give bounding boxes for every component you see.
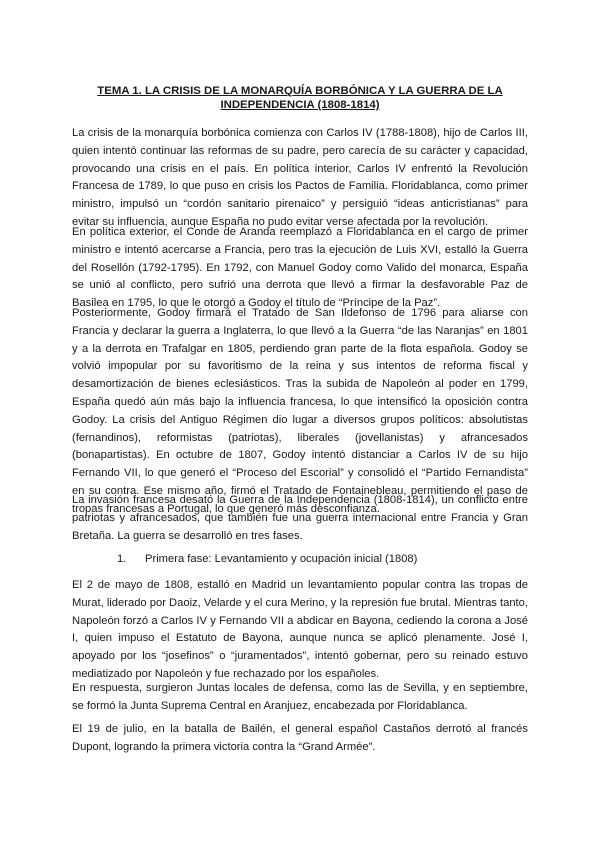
list-number: 1.: [117, 553, 127, 565]
paragraph-6: En respuesta, surgieron Juntas locales de defensa, como las de Sevilla, y en septiembre, se formó la Junta Suprema Central en Aranjuez, encabezada por Floridablanca.: [72, 682, 528, 712]
document-title: TEMA 1. LA CRISIS DE LA MONARQUÍA BORBÓNICA Y LA GUERRA DE LA INDEPENDENCIA (1808-1814): [97, 85, 503, 111]
paragraph-5: El 2 de mayo de 1808, estalló en Madrid un levantamiento popular contra las tropas de Murat, liderado por Daoiz, Velarde y el cura Merino, y la represión fue brutal. Mientras tanto, Napoleón forzó a Carlos IV y Fernando VII a abdicar en Bayona, cediendo la corona a José I, quien impuso el Estatuto de Bayona, aunque nunca se aplicó plenamente. José I, apoyado por los “josefinos” o “juramentados”, intentó gobernar, pero su reinado estuvo mediatizado por Napoleón y fue rechazado por los españoles.: [72, 579, 528, 680]
paragraph-4: La invasión francesa desató la Guerra de la Independencia (1808-1814), un conflicto entre patriotas y afrancesados, que también fue una guerra internacional entre Francia y Gran Bretaña. La guerra se desarrolló en tres fases.: [72, 494, 528, 542]
paragraph-3: Posteriormente, Godoy firmará el Tratado de San Ildefonso de 1796 para aliarse con Francia y declarar la guerra a Inglaterra, lo que llevó a la Guerra “de las Naranjas” en 1801 y a la derrota en Trafalgar en 1805, perdiendo gran parte de la flota española. Godoy se volvió impopular por su favoritismo de la reina y sus intentos de reforma fiscal y desamortización de bienes eclesiásticos. Tras la subida de Napoleón al poder en 1799, España quedó aún más bajo la influencia francesa, lo que intensificó la oposición contra Godoy. La crisis del Antiguo Régimen dio lugar a diversos grupos políticos: absolutistas (fernandinos), reformistas (patriotas), liberales (jovellanistas) y afrancesados (bonapartistas). En octubre de 1807, Godoy intentó distanciar a Carlos IV de su hijo Fernando VII, lo que generó el “Proceso del Escorial” y consolidó el “Partido Fernandista” en su contra. Ese mismo año, firmó el Tratado de Fontainebleau, permitiendo el paso de tropas francesas a Portugal, lo que generó más desconfianza.: [72, 307, 528, 515]
paragraph-7: El 19 de julio, en la batalla de Bailén, el general español Castaños derrotó al francés Dupont, logrando la primera victoria contra la “Grand Armée”.: [72, 723, 528, 753]
paragraph-2: En política exterior, el Conde de Aranda reemplazó a Floridablanca en el cargo de primer ministro e intentó acercarse a Francia, pero tras la ejecución de Luis XVI, estalló la Guerra del Rosellón (1792-1795). En 1792, con Manuel Godoy como Valido del monarca, España se unió al conflicto, pero sufrió una derrota que llevó a firmar la desfavorable Paz de Basilea en 1795, lo que le otorgó a Godoy el título de “Príncipe de la Paz”.: [72, 226, 528, 310]
paragraph-1: La crisis de la monarquía borbónica comienza con Carlos IV (1788-1808), hijo de Carlos III, quien intentó continuar las reformas de su padre, pero carecía de su carácter y capacidad, provocando una crisis en el país. En política interior, Carlos IV enfrentó la Revolución Francesa de 1789, lo que puso en crisis los Pactos de Familia. Floridablanca, como primer ministro, impulsó un “cordón sanitario pirenaico” y persiguió “ideas anticristianas” para evitar su influencia, aunque España no pudo evitar verse afectada por la revolución.: [72, 127, 528, 228]
list-text: Primera fase: Levantamiento y ocupación inicial (1808): [145, 553, 418, 565]
